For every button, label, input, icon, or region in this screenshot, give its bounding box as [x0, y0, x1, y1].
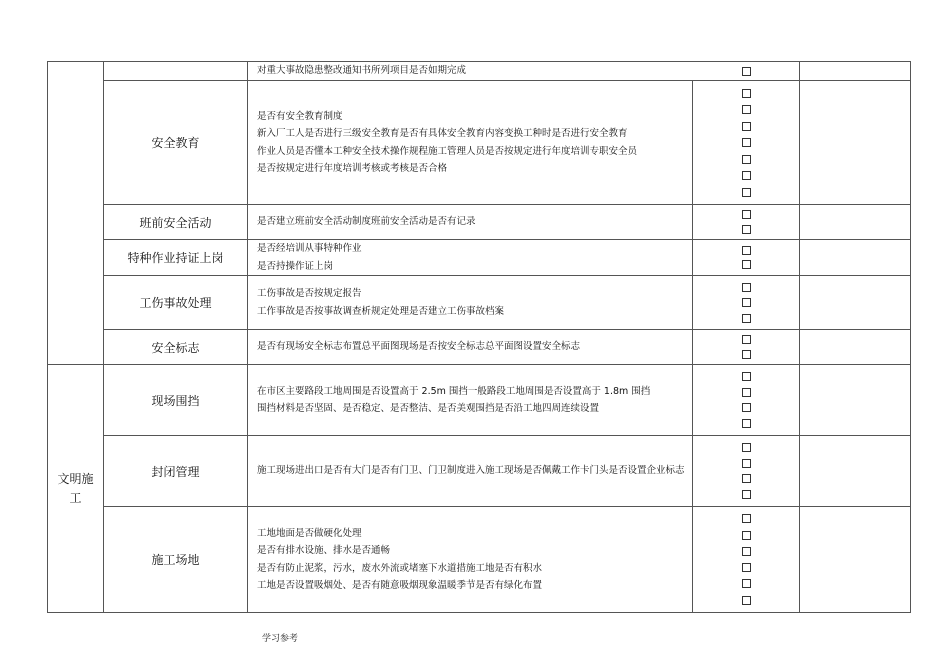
criteria-line: 是否按规定进行年度培训考核或考核是否合格	[257, 163, 448, 174]
checkbox[interactable]	[742, 67, 751, 76]
checkbox[interactable]	[742, 596, 751, 605]
checkbox[interactable]	[742, 138, 751, 147]
criteria-line: 是否有现场安全标志布置总平面图现场是否按安全标志总平面图设置安全标志	[257, 341, 581, 353]
criteria-cell	[257, 276, 689, 329]
checkbox[interactable]	[742, 105, 751, 114]
item-cell	[104, 205, 247, 239]
checkbox-column	[693, 81, 799, 204]
checkbox[interactable]	[742, 246, 751, 255]
item-cell	[104, 507, 247, 612]
criteria-cell	[257, 436, 687, 506]
criteria-line: 是否有安全教育制度	[257, 110, 343, 122]
criteria-cell	[257, 365, 689, 435]
item-label: 工伤事故处理	[139, 296, 212, 310]
checkbox[interactable]	[742, 283, 751, 292]
checkbox[interactable]	[742, 443, 751, 452]
checkbox-column	[693, 507, 799, 612]
checkbox[interactable]	[742, 122, 751, 131]
item-label: 班前安全活动	[139, 215, 212, 230]
checkbox-column	[693, 365, 799, 435]
criteria-cell	[257, 205, 689, 239]
item-cell	[104, 240, 247, 275]
checkbox[interactable]	[742, 171, 751, 180]
category-cell	[48, 365, 103, 612]
criteria-line: 是否持操作证上岗	[257, 260, 334, 272]
criteria-line: 工作事故是否按事故调查析规定处理是否建立工伤事故档案	[257, 305, 505, 317]
checkbox-column	[693, 276, 799, 329]
checkbox[interactable]	[742, 225, 751, 234]
criteria-line: 是否有防止泥浆，污水，废水外流或堵塞下水道措施工地是否有积水	[257, 562, 543, 574]
table-border-right	[910, 61, 911, 613]
checkbox-column	[693, 436, 799, 506]
checkbox-column	[693, 62, 799, 80]
criteria-line: 是否经培训从事特种作业	[257, 243, 362, 254]
item-cell	[104, 62, 247, 80]
criteria-cell	[257, 240, 689, 275]
criteria-line: 工地地面是否做硬化处理	[257, 527, 362, 539]
criteria-line: 施工现场进出口是否有大门是否有门卫、门卫制度进入施工现场是否佩戴工作卡门头是否设置企业标志	[257, 465, 685, 477]
checkbox[interactable]	[742, 547, 751, 556]
column-divider	[247, 61, 248, 613]
criteria-line: 是否建立班前安全活动制度班前安全活动是否有记录	[257, 216, 476, 228]
criteria-line: 是否有排水设施、排水是否通畅	[257, 545, 391, 556]
checkbox[interactable]	[742, 89, 751, 98]
checkbox[interactable]	[742, 490, 751, 499]
item-label: 安全教育	[151, 136, 200, 150]
criteria-line: 作业人员是否懂本工种安全技术操作规程施工管理人员是否按规定进行年度培训专职安全员	[257, 145, 638, 157]
category-label: 文明施工	[57, 471, 94, 505]
checkbox[interactable]	[742, 531, 751, 540]
checkbox[interactable]	[742, 298, 751, 307]
item-cell	[104, 436, 247, 506]
table-border-bottom	[47, 612, 911, 613]
checkbox-column	[693, 240, 799, 275]
criteria-cell	[257, 507, 689, 612]
criteria-line: 工伤事故是否按规定报告	[257, 288, 362, 299]
checkbox[interactable]	[742, 403, 751, 412]
checkbox[interactable]	[742, 372, 751, 381]
criteria-line: 对重大事故隐患整改通知书所列项目是否如期完成	[257, 65, 467, 77]
checkbox[interactable]	[742, 388, 751, 397]
item-cell	[104, 365, 247, 435]
checkbox[interactable]	[742, 188, 751, 197]
criteria-line: 围挡材料是否坚固、是否稳定、是否整洁、是否美观围挡是否沿工地四周连续设置	[257, 403, 600, 414]
checkbox[interactable]	[742, 335, 751, 344]
criteria-line: 工地是否设置吸烟处、是否有随意吸烟现象温暖季节是否有绿化布置	[257, 580, 543, 591]
checkbox[interactable]	[742, 260, 751, 269]
criteria-line: 在市区主要路段工地周围是否设置高于 2.5m 围挡一般路段工地周围是否设置高于 1.8m 围挡	[257, 385, 651, 397]
footer-note: 学习参考	[262, 634, 299, 644]
checkbox[interactable]	[742, 514, 751, 523]
item-cell	[104, 276, 247, 329]
checkbox[interactable]	[742, 314, 751, 323]
criteria-line: 新入厂工人是否进行三级安全教育是否有具体安全教育内容变换工种时是否进行安全教育	[257, 128, 628, 139]
item-label: 安全标志	[151, 340, 200, 355]
checkbox[interactable]	[742, 350, 751, 359]
item-label: 特种作业持证上岗	[127, 251, 224, 265]
checkbox-column	[693, 205, 799, 239]
item-label: 现场围挡	[151, 393, 200, 408]
item-cell	[104, 81, 247, 204]
checkbox[interactable]	[742, 210, 751, 219]
checkbox[interactable]	[742, 474, 751, 483]
checkbox[interactable]	[742, 419, 751, 428]
column-divider	[799, 61, 800, 613]
item-cell	[104, 330, 247, 364]
criteria-cell	[257, 330, 689, 364]
checkbox[interactable]	[742, 459, 751, 468]
item-label: 施工场地	[151, 553, 200, 567]
checkbox[interactable]	[742, 563, 751, 572]
checkbox[interactable]	[742, 579, 751, 588]
criteria-cell	[257, 81, 689, 204]
checkbox-column	[693, 330, 799, 364]
item-label: 封闭管理	[151, 464, 200, 479]
checkbox[interactable]	[742, 155, 751, 164]
